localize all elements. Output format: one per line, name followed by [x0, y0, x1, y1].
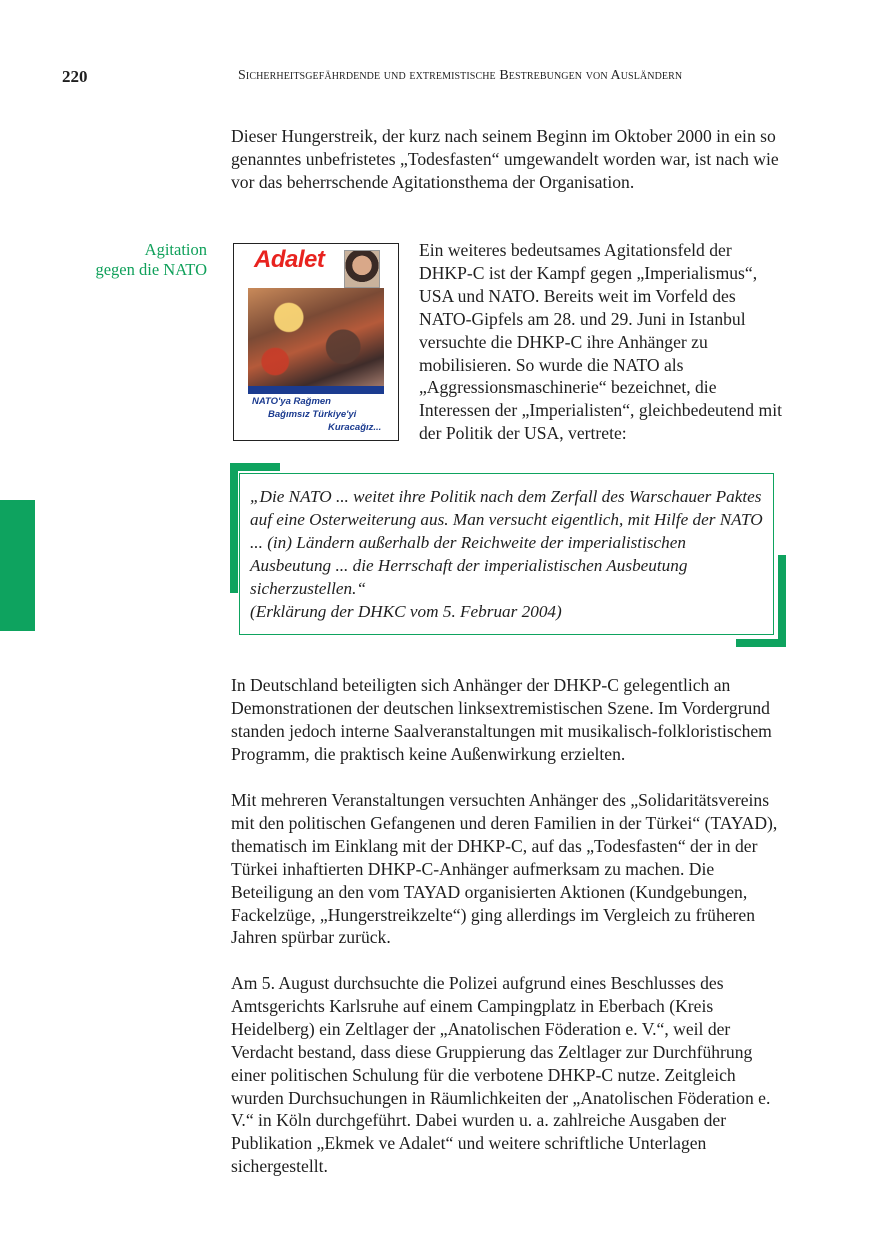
paragraph-hungerstreik: Dieser Hungerstreik, der kurz nach seinem Beginn im Oktober 2000 in ein so genanntes unbefristetes „Todesfasten“ umgewandelt worden war, ist nach wie vor das beherrschende Agitationsthema der Organisation. — [231, 126, 779, 192]
page-number: 220 — [62, 67, 88, 86]
quote-accent-right — [778, 555, 786, 647]
portrait-photo — [344, 250, 380, 288]
cover-headline — [248, 395, 384, 434]
quote-source: (Erklärung der DHKC vom 5. Februar 2004) — [250, 602, 562, 621]
section-marker-bar — [0, 500, 35, 631]
cover-headline-line-3: Kuracağız... — [328, 422, 382, 433]
quote-block — [230, 463, 786, 647]
crowd-photo — [248, 288, 384, 386]
quote-text: „Die NATO ... weitet ihre Politik nach dem Zerfall des Warschauer Paktes auf eine Osterweiterung aus. Man versucht eigentlich, mit Hilfe der NATO ... (in) Ländern außerhalb der Reichweite der imperialistischen Ausbeutung ... die Herrschaft der imperialistischen Ausbeutung sicherzustellen.“ — [250, 487, 763, 598]
cover-headline-line-2: Bağımsız Türkiye'yi — [268, 409, 357, 420]
running-header: Sicherheitsgefährdende und extremistische Bestrebungen von Ausländern — [238, 68, 683, 83]
magazine-logo: Adalet — [254, 246, 325, 273]
quote-box — [239, 473, 774, 635]
paragraph-nato: Ein weiteres bedeutsames Agitationsfeld der DHKP-C ist der Kampf gegen „Imperialismus“, USA und NATO. Bereits weit im Vorfeld des NATO-Gipfels am 28. und 29. Juni in Istanbul versuchte die DHKP-C ihre Anhänger zu mobilisieren. So wurde die NATO als „Aggressionsmaschinerie“ bezeichnet, die Interessen der „Imperialisten“, gleichbedeutend mit der Politik der USA, vertrete: — [419, 240, 782, 444]
paragraph-durchsuchung: Am 5. August durchsuchte die Polizei aufgrund eines Beschlusses des Amtsgerichts Karlsruhe auf einem Campingplatz in Eberbach (Kreis Heidelberg) ein Zeltlager der „Anatolischen Föderation e. V.“, weil der Verdacht bestand, dass diese Gruppierung das Zeltlager zur Durchführung einer politischen Schulung für die verbotene DHKP-C nutze. Zeitgleich wurden Durchsuchungen in Räumlichkeiten der „Anatolischen Föderation e. V.“ in Köln durchgeführt. Dabei wurden u. a. zahlreiche Ausgaben der Publikation „Ekmek ve Adalet“ und weitere schriftliche Unterlagen sichergestellt. — [231, 973, 771, 1177]
paragraph-tayad: Mit mehreren Veranstaltungen versuchten Anhänger des „Solidaritätsvereins mit den politischen Gefangenen und deren Familien in der Türkei“ (TAYAD), thematisch im Einklang mit der DHKP-C, auf das „Todesfasten“ der in der Türkei inhaftierten DHKP-C-Anhänger aufmerksam zu machen. Die Beteiligung an den vom TAYAD organisierten Aktionen (Kundgebungen, Fackelzüge, „Hungerstreikzelte“) ging allerdings im Vergleich zu früheren Jahren spürbar zurück. — [231, 790, 778, 948]
paragraph-demonstrationen: In Deutschland beteiligten sich Anhänger der DHKP-C gelegentlich an Demonstrationen der deutschen linksextremistischen Szene. Im Vordergrund standen jedoch interne Saalveranstaltungen mit musikalisch-folkloristischem Programm, die praktisch keine Außenwirkung erzielten. — [231, 675, 772, 764]
quote-accent-left — [230, 463, 238, 593]
margin-note-line-1: Agitation — [144, 240, 207, 259]
margin-note-line-2: gegen die NATO — [95, 260, 207, 279]
margin-note — [60, 240, 207, 280]
cover-band — [248, 386, 384, 394]
magazine-cover-image — [233, 243, 399, 441]
cover-headline-line-1: NATO'ya Rağmen — [252, 396, 331, 407]
